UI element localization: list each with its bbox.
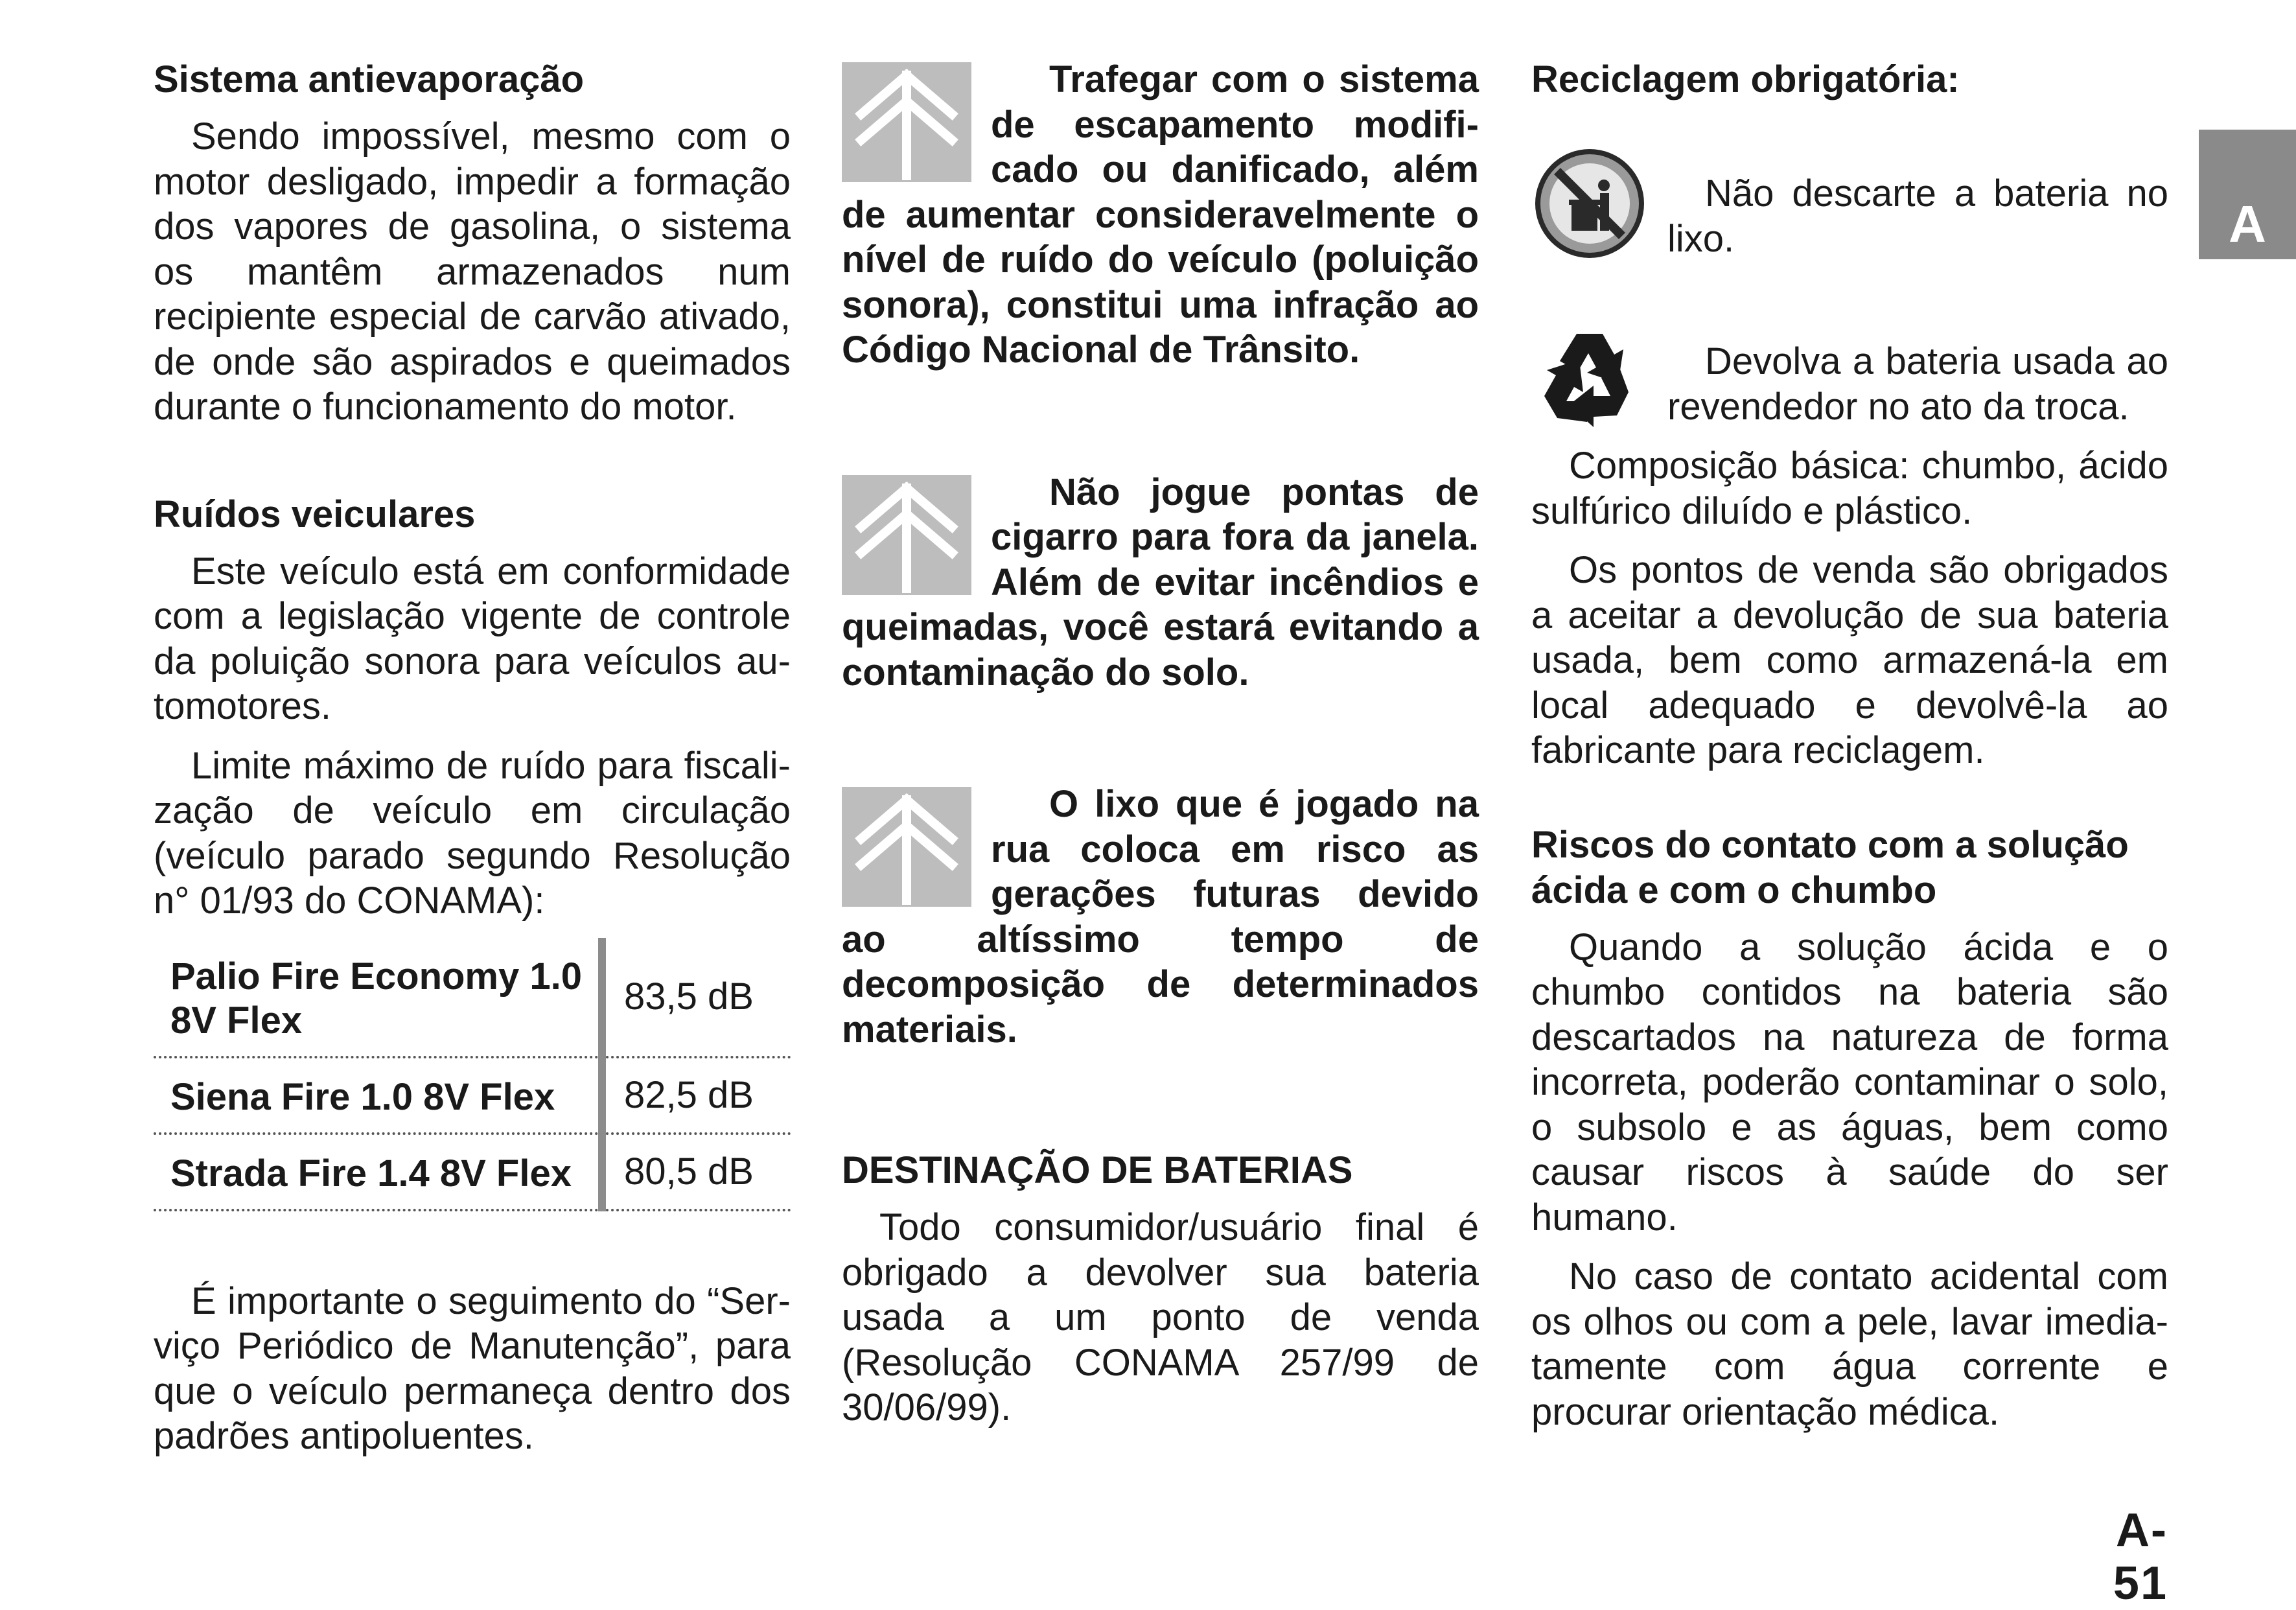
column-3 <box>1531 57 2168 1449</box>
section-title-reciclagem: Reciclagem obrigatória: <box>1531 58 1960 100</box>
recycle-icon <box>1531 321 1648 438</box>
warning-escapamento <box>842 57 1479 373</box>
page-number: A-51 <box>2113 1504 2168 1609</box>
paragraph-limite-ruido: Limite máximo de ruído para fiscalização de veículo em circulação (veículo parado segundo Resolução n° 01/93 do CONAMA): <box>154 744 791 922</box>
warning-text: O lixo que é jogado na rua coloca em risco as gerações futuras devido ao altíssimo tempo de decomposição de determinados materiais. <box>842 783 1479 1051</box>
section-title-ruidos: Ruídos veiculares <box>154 493 476 535</box>
vehicle-name: Palio Fire Economy 1.0 8V Flex <box>154 938 602 1057</box>
table-row <box>154 938 791 1057</box>
environment-tree-icon <box>842 475 971 595</box>
noise-value: 82,5 dB <box>602 1057 791 1134</box>
table-row <box>154 1057 791 1134</box>
no-trash-icon <box>1531 145 1648 262</box>
paragraph-conformidade: Este veículo está em conformidade com a legislação vigente de controle da poluição sonora para veículos automotores. <box>154 550 791 727</box>
vehicle-name: Siena Fire 1.0 8V Flex <box>154 1057 602 1134</box>
warning-lixo <box>842 782 1479 1052</box>
section-title-antievaporacao: Sistema antievaporação <box>154 58 585 100</box>
environment-tree-icon <box>842 787 971 907</box>
column-2 <box>842 57 1479 1445</box>
warning-text: Não jogue pontas de cigarro para fora da janela. Além de evitar incêndios e queimadas, você estará evitando a contaminação do solo. <box>842 471 1479 694</box>
paragraph-contato-acidental: No caso de contato acidental com os olhos ou com a pele, lavar imediatamente com água corrente e procurar orientação médica. <box>1531 1255 2168 1433</box>
paragraph-pontos-venda: Os pontos de venda são obrigados a aceitar a devolução de sua bateria usada, bem como armazená-la em local adequado e devolvê-la ao fabricante para reciclagem. <box>1531 549 2168 771</box>
paragraph-riscos: Quando a solução ácida e o chumbo contidos na bateria são descartados na natureza de forma incorreta, poderão contaminar o solo, o subsolo e as águas, bem como causar riscos à saúde do ser humano. <box>1531 926 2168 1239</box>
noise-value: 83,5 dB <box>602 938 791 1057</box>
paragraph-manutencao: É importante o seguimento do “Serviço Periódico de Manutenção”, para que o veículo permaneça dentro dos padrões antipoluentes. <box>154 1279 791 1457</box>
environment-tree-icon <box>842 62 971 182</box>
section-tab-letter: A <box>2229 195 2266 253</box>
paragraph-antievaporacao: Sendo impossível, mesmo com o motor desligado, impedir a formação dos vapores de gasolina, o sistema os mantêm armazenados num recipiente especial de carvão ativado, de onde são aspirados e queimados durante o funcionamento do motor. <box>154 115 791 428</box>
warning-cigarro <box>842 470 1479 695</box>
recycle-text: Devolva a bateria usada ao revendedor no ato da troca. <box>1667 340 2168 428</box>
noise-limit-table <box>154 938 791 1211</box>
section-title-riscos <box>1531 822 2168 913</box>
title-line: Riscos do contato com a solução <box>1531 823 2129 866</box>
no-trash-notice <box>1531 145 2168 275</box>
paragraph-baterias: Todo consumidor/usuário final é obrigado a devolver sua bateria usada a um ponto de venda (Resolução CONAMA 257/99 de 30/06/99). <box>842 1206 1479 1429</box>
table-row <box>154 1134 791 1210</box>
column-1 <box>154 57 791 1473</box>
paragraph-composicao: Composição básica: chumbo, ácido sulfúrico diluído e plástico. <box>1531 445 2168 532</box>
warning-text: Trafegar com o sistema de escapamento modificado ou danificado, além de aumentar consideravelmente o nível de ruído do veículo (poluição sonora), constitui uma infração ao Código Nacional de Trânsito. <box>842 58 1479 371</box>
title-line: ácida e com o chumbo <box>1531 869 1937 911</box>
recycle-notice <box>1531 321 2168 443</box>
noise-value: 80,5 dB <box>602 1134 791 1210</box>
no-trash-text: Não descarte a bateria no lixo. <box>1667 172 2168 260</box>
section-title-baterias: DESTINAÇÃO DE BATERIAS <box>842 1149 1353 1191</box>
vehicle-name: Strada Fire 1.4 8V Flex <box>154 1134 602 1210</box>
section-tab <box>2199 130 2296 259</box>
